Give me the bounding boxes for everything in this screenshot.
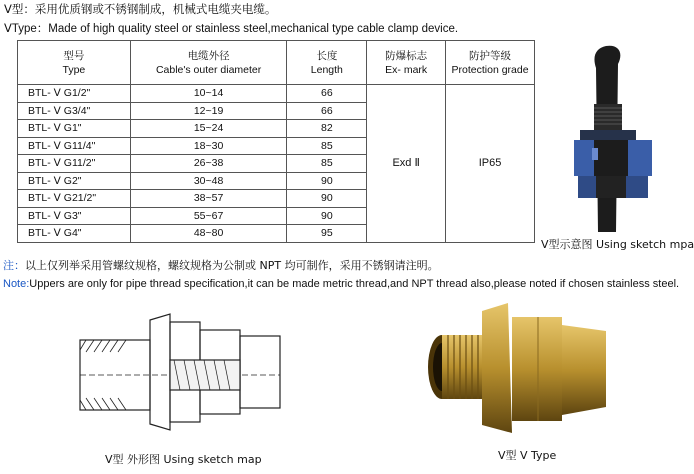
cell-length: 90 bbox=[287, 172, 367, 190]
cell-type: BTL- Ⅴ G11/2" bbox=[18, 155, 131, 173]
header-length: 长度 Length bbox=[287, 41, 367, 85]
cell-diameter: 55~67 bbox=[130, 207, 287, 225]
cell-protection: IP65 bbox=[446, 85, 535, 243]
header-diameter: 电缆外径 Cable's outer diameter bbox=[130, 41, 287, 85]
cell-type: BTL- Ⅴ G3/4" bbox=[18, 102, 131, 120]
header-type: 型号 Type bbox=[18, 41, 131, 85]
cell-diameter: 12~19 bbox=[130, 102, 287, 120]
cell-length: 66 bbox=[287, 85, 367, 103]
table-row bbox=[18, 85, 535, 103]
cell-diameter: 18~30 bbox=[130, 137, 287, 155]
cell-type: BTL- Ⅴ G4" bbox=[18, 225, 131, 243]
gland-outline-drawing bbox=[60, 300, 300, 450]
note-cn-text: 以上仅列举采用管螺纹规格，螺纹规格为公制或 NPT 均可制作，采用不锈钢请注明。 bbox=[25, 259, 439, 272]
cell-type: BTL- Ⅴ G2" bbox=[18, 172, 131, 190]
cell-length: 90 bbox=[287, 207, 367, 225]
table-header-row bbox=[18, 41, 535, 85]
cell-ex-mark: Exd Ⅱ bbox=[367, 85, 446, 243]
intro-chinese: Ⅴ型：采用优质钢或不锈钢制成，机械式电缆夹电缆。 bbox=[4, 2, 277, 16]
cell-length: 85 bbox=[287, 155, 367, 173]
cell-diameter: 48~80 bbox=[130, 225, 287, 243]
cell-diameter: 15~24 bbox=[130, 120, 287, 138]
note-en-text: Uppers are only for pipe thread specification,it can be made metric thread,and NPT thread also,please noted if chosen stainless steel. bbox=[29, 278, 680, 290]
gland-sketch-illustration bbox=[566, 44, 666, 234]
cell-diameter: 26~38 bbox=[130, 155, 287, 173]
caption-sketch: Ⅴ型示意图 Using sketch mpa bbox=[541, 238, 694, 251]
caption-type: Ⅴ型 Ⅴ Type bbox=[498, 449, 557, 462]
note-english bbox=[3, 277, 679, 291]
cell-length: 82 bbox=[287, 120, 367, 138]
cell-type: BTL- Ⅴ G1/2" bbox=[18, 85, 131, 103]
cell-type: BTL- Ⅴ G3" bbox=[18, 207, 131, 225]
cell-length: 66 bbox=[287, 102, 367, 120]
note-en-lead: Note: bbox=[3, 278, 30, 290]
cell-length: 85 bbox=[287, 137, 367, 155]
caption-outline: Ⅴ型 外形图 Using sketch map bbox=[105, 453, 262, 466]
cell-diameter: 30~48 bbox=[130, 172, 287, 190]
cell-type: BTL- Ⅴ G1" bbox=[18, 120, 131, 138]
header-ex-mark: 防爆标志 Ex- mark bbox=[367, 41, 446, 85]
brass-gland-photo bbox=[420, 295, 620, 445]
cell-type: BTL- Ⅴ G11/4" bbox=[18, 137, 131, 155]
cell-diameter: 10~14 bbox=[130, 85, 287, 103]
header-protection: 防护等级 Protection grade bbox=[446, 41, 535, 85]
cell-length: 90 bbox=[287, 190, 367, 208]
intro-english: ⅤType：Made of high quality steel or stainless steel,mechanical type cable clamp device. bbox=[4, 23, 459, 35]
cell-type: BTL- Ⅴ G21/2" bbox=[18, 190, 131, 208]
note-cn-lead: 注： bbox=[3, 259, 25, 272]
note-chinese bbox=[3, 259, 439, 273]
cell-diameter: 38~57 bbox=[130, 190, 287, 208]
cell-length: 95 bbox=[287, 225, 367, 243]
spec-table bbox=[17, 40, 535, 243]
